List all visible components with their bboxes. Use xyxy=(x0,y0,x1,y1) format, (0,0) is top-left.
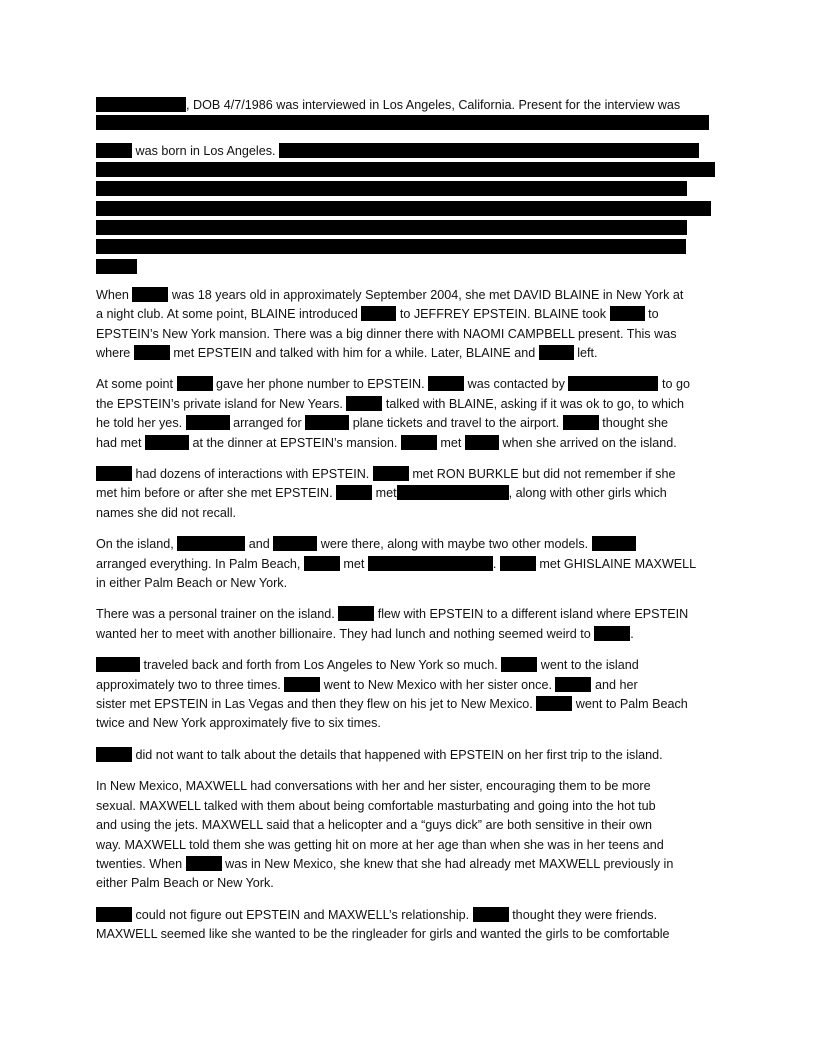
redaction xyxy=(397,485,509,500)
redaction xyxy=(473,907,509,922)
redaction xyxy=(305,415,349,430)
redaction xyxy=(284,677,320,692)
paragraph-10: In New Mexico, MAXWELL had conversations with her and her sister, encouraging them to be more sexual. MAXWELL talked with them about being comfortable masturbating and going into the hot tub and using the jets. MAXWELL said that a helicopter and a “guys dick” are both sensitive in their own way. MAXWELL told them she was getting hit on more at her age than when she was in her teens and twenties. When was in New Mexico, she knew that she had already met MAXWELL previously in either Palm Beach or New York. xyxy=(96,779,674,891)
redaction xyxy=(96,162,715,177)
redaction xyxy=(96,239,686,254)
redaction xyxy=(368,556,493,571)
redaction xyxy=(539,345,574,360)
redaction xyxy=(594,626,630,641)
redaction xyxy=(373,466,409,481)
redaction xyxy=(96,657,140,672)
redaction xyxy=(336,485,372,500)
redaction xyxy=(465,435,499,450)
redaction xyxy=(338,606,374,621)
paragraph-5: had dozens of interactions with EPSTEIN. met RON BURKLE but did not remember if she met him before or after she met EPSTEIN. met , along with other girls which names she did not recall. xyxy=(96,467,676,520)
redaction xyxy=(279,143,699,158)
redaction xyxy=(501,657,537,672)
redaction xyxy=(273,536,317,551)
paragraph-7: There was a personal trainer on the island. flew with EPSTEIN to a different island where EPSTEIN wanted her to meet with another billionaire. They had lunch and nothing seemed weird to . xyxy=(96,607,689,641)
redaction xyxy=(563,415,599,430)
redaction xyxy=(346,396,382,411)
redaction xyxy=(145,435,189,450)
redaction xyxy=(361,306,396,321)
redaction xyxy=(96,181,687,196)
redaction xyxy=(96,201,711,216)
paragraph-8: traveled back and forth from Los Angeles to New York so much. went to the island approximately two to three times. went to New Mexico with her sister once. and her sister met EPSTEIN in Las Vegas and then they flew on his jet to New Mexico. went to Palm Beach twice and New York approximately five to six times. xyxy=(96,658,688,731)
redaction xyxy=(96,259,137,274)
paragraph-1: , DOB 4/7/1986 was interviewed in Los Angeles, California. Present for the interview was xyxy=(96,96,720,130)
redaction xyxy=(428,376,464,391)
paragraph-9: did not want to talk about the details that happened with EPSTEIN on her first trip to the island. xyxy=(96,746,720,765)
redaction xyxy=(96,143,132,158)
redaction xyxy=(177,536,245,551)
redaction xyxy=(96,220,687,235)
redaction xyxy=(401,435,437,450)
redaction xyxy=(186,415,230,430)
redaction xyxy=(186,856,222,871)
redaction xyxy=(96,747,132,762)
redaction xyxy=(304,556,340,571)
redaction xyxy=(592,536,636,551)
redaction xyxy=(96,115,709,130)
redaction xyxy=(568,376,658,391)
redaction xyxy=(96,466,132,481)
redaction xyxy=(177,376,213,391)
paragraph-6: On the island, and were there, along with maybe two other models. arranged everything. In Palm Beach, met . met GHISLAINE MAXWELL in either Palm Beach or New York. xyxy=(96,537,697,591)
document-page xyxy=(96,96,720,957)
paragraph-3: When was 18 years old in approximately September 2004, she met DAVID BLAINE in New York at a night club. At some point, BLAINE introduced to JEFFREY EPSTEIN. BLAINE took to EPSTEIN’s New York mansion. There was a big dinner there with NAOMI CAMPBELL present. This was where met EPSTEIN and talked with him for a while. Later, BLAINE and left. xyxy=(96,287,684,360)
redaction xyxy=(500,556,536,571)
redaction xyxy=(555,677,591,692)
redaction xyxy=(134,345,170,360)
redaction xyxy=(132,287,168,302)
paragraph-4: At some point gave her phone number to EPSTEIN. was contacted by to go the EPSTEIN’s private island for New Years. talked with BLAINE, asking if it was ok to go, to which he told her yes. arranged for plane tickets and travel to the airport. thought she had met at the dinner at EPSTEIN’s mansion. met when she arrived on the island. xyxy=(96,377,690,450)
redaction xyxy=(610,306,645,321)
redaction xyxy=(96,97,186,112)
redaction xyxy=(96,907,132,922)
paragraph-11: could not figure out EPSTEIN and MAXWELL’s relationship. thought they were friends. MAXWELL seemed like she wanted to be the ringleader for girls and wanted the girls to be comfortable xyxy=(96,907,670,942)
redaction xyxy=(536,696,572,711)
paragraph-2: was born in Los Angeles. xyxy=(96,142,720,273)
